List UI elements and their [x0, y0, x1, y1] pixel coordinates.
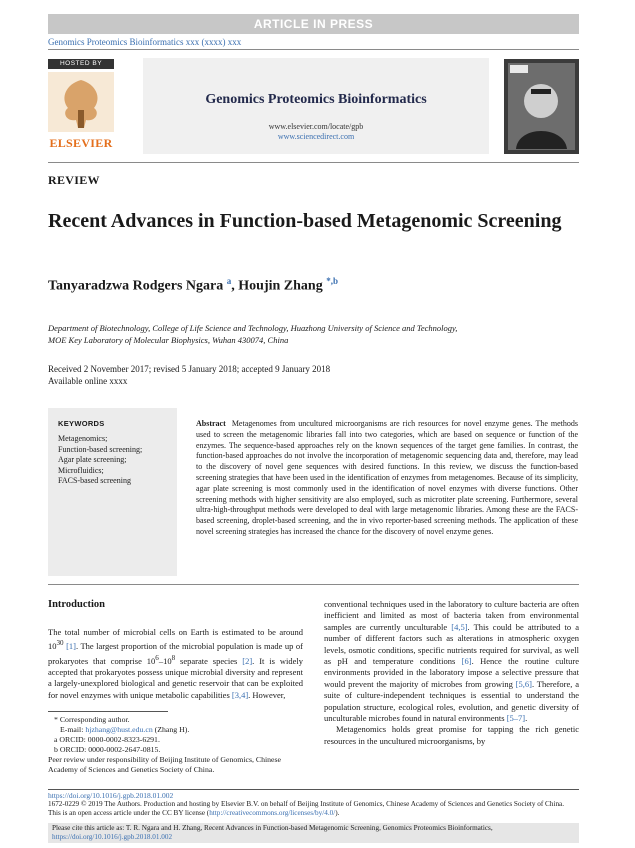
- abstract-label: Abstract: [196, 419, 226, 428]
- keyword: Microfluidics;: [58, 465, 104, 475]
- superscript: 8: [171, 653, 176, 662]
- sciencedirect-link[interactable]: www.sciencedirect.com: [277, 132, 355, 141]
- body-text: . The largest proportion of the microbial population is made up of prokaryotes that comprise 10: [48, 641, 303, 666]
- citation-doi-link[interactable]: https://doi.org/10.1016/j.gpb.2018.01.002: [52, 833, 173, 841]
- affiliation-line: MOE Key Laboratory of Molecular Biophysics, Wuhan 430074, China: [48, 335, 289, 345]
- body-text: . Therefore, a suite of culture-independent techniques is essential to understand the population structure, ecological roles, evolution, and genetic diversity of unculturable microbes found in natural environments: [324, 678, 580, 724]
- body-column-right: [324, 599, 579, 747]
- copyright-text: 1672-0229 © 2019 The Authors. Production and hosting by Elsevier B.V. on behalf of Beijing Institute of Genomics, Chinese Academy of Sciences and Genetics Society of China.: [48, 800, 565, 808]
- affiliation-marker[interactable]: *,b: [326, 276, 338, 286]
- author-separator: ,: [231, 278, 239, 294]
- email-suffix: (Zhang H).: [152, 725, 190, 734]
- corresponding-author-note: * Corresponding author.: [54, 715, 130, 724]
- reference-link[interactable]: [5,6]: [515, 678, 532, 689]
- section-heading-introduction: Introduction: [48, 599, 105, 610]
- doi-link[interactable]: https://doi.org/10.1016/j.gpb.2018.01.002: [48, 791, 174, 800]
- email-note: [48, 725, 303, 735]
- keyword: Agar plate screening;: [58, 455, 127, 464]
- orcid-note: a ORCID: 0000-0002-8323-6291.: [54, 735, 160, 744]
- keywords-heading: KEYWORDS: [58, 419, 105, 428]
- journal-cover-image: [504, 59, 579, 154]
- affiliations: [48, 322, 588, 346]
- keywords-list: [58, 434, 142, 487]
- article-dates: [48, 363, 330, 387]
- reference-link[interactable]: [3,4]: [231, 689, 249, 700]
- header-divider: [48, 49, 579, 50]
- article-title: Recent Advances in Function-based Metagenomic Screening: [48, 210, 562, 232]
- body-text: separate species: [175, 655, 243, 666]
- body-paragraph: Metagenomics holds great promise for tapping the rich genetic resources in the uncultured microorganisms, by: [324, 724, 579, 746]
- keyword: Function-based screening;: [58, 444, 143, 454]
- journal-citation-header[interactable]: Genomics Proteomics Bioinformatics xxx (xxxx) xxx: [48, 37, 242, 47]
- reference-link[interactable]: [4,5]: [451, 621, 468, 632]
- peer-review-note: Peer review under responsibility of Beijing Institute of Genomics, Chinese Academy of Sciences and Genetics Society of China.: [48, 755, 281, 774]
- reference-link[interactable]: [5–7]: [506, 713, 526, 724]
- affiliation-marker[interactable]: a: [226, 276, 232, 286]
- footer-divider: [48, 789, 579, 790]
- article-type: REVIEW: [48, 173, 100, 187]
- superscript: 30: [56, 639, 64, 648]
- citation-text: [52, 824, 576, 842]
- body-text: . However,: [248, 689, 286, 700]
- journal-url[interactable]: www.elsevier.com/locate/gpb: [268, 122, 364, 131]
- license-text: This is an open access article under the CC BY license (: [48, 809, 210, 818]
- elsevier-wordmark: ELSEVIER: [49, 136, 113, 150]
- author-name: Houjin Zhang: [238, 278, 323, 294]
- body-text: The total number of microbial cells on Earth is estimated to be around 10: [48, 627, 303, 652]
- footnote-divider: [48, 711, 168, 712]
- footnotes: [48, 715, 303, 775]
- license-text: ).: [335, 809, 340, 818]
- body-text: . Hence the routine culture environments provided in the laboratory impose a selective pressure that would prevent the majority of microbes from growing: [324, 656, 579, 689]
- body-column-left: [48, 627, 303, 701]
- body-text: –10: [158, 655, 172, 666]
- masthead-divider: [48, 162, 579, 163]
- abstract: [196, 419, 578, 538]
- keyword: FACS-based screening: [58, 476, 131, 485]
- orcid-note: b ORCID: 0000-0002-2647-0815.: [54, 745, 161, 754]
- reference-link[interactable]: [2]: [242, 655, 253, 666]
- email-label: E-mail:: [60, 725, 86, 734]
- abstract-divider: [48, 584, 579, 585]
- email-link[interactable]: hjzhang@hust.edu.cn: [85, 725, 153, 734]
- history-dates: Received 2 November 2017; revised 5 January 2018; accepted 9 January 2018: [48, 364, 331, 374]
- reference-link[interactable]: [6]: [461, 656, 472, 667]
- journal-name: Genomics Proteomics Bioinformatics: [205, 92, 427, 107]
- author-name: Tanyaradzwa Rodgers Ngara: [48, 278, 224, 294]
- elsevier-tree-logo: [48, 72, 114, 132]
- body-text: conventional techniques used in the laboratory to culture bacteria are often inefficient and limited as most of bacteria taken from environmental samples are currently unculturable: [324, 599, 579, 632]
- reference-link[interactable]: [1]: [66, 641, 76, 652]
- author-list: [48, 276, 338, 295]
- body-text: . This could be attributed to a number of different factors such as alterations in atmospheric oxygen levels, osmotic conditions, specific nutrients required for survival, as well as pH and temperature conditions: [324, 621, 579, 667]
- online-date: Available online xxxx: [48, 376, 128, 386]
- citation-body: Please cite this article as: T. R. Ngara and H. Zhang, Recent Advances in Function-based Metagenomic Screening, Genomics Proteomics Bioinformatics,: [52, 824, 493, 832]
- keyword: Metagenomics;: [58, 434, 108, 443]
- affiliation-line: Department of Biotechnology, College of Life Science and Technology, Huazhong University of Science and Technology,: [48, 323, 458, 333]
- license-link[interactable]: http://creativecommons.org/licenses/by/4.0/: [209, 809, 336, 818]
- article-in-press-banner: ARTICLE IN PRESS: [48, 14, 579, 34]
- superscript: 6: [155, 653, 159, 662]
- abstract-text: Metagenomes from uncultured microorganisms are rich resources for novel enzyme genes. The methods used to screen the metagenomic libraries fall into two categories, which are based on sequence or function of the enzymes. The sequence-based approaches rely on the known sequences of the target gene families. In contrast, the function-based approaches do not involve the incorporation of metagenomic sequencing data and, therefore, may lead to the discovery of novel gene sequences with desired functions. In this review, we discuss the function-based screening strategies that have been used in the identification of enzymes from metagenomes. Because of its simplicity, agar plate screening is most commonly used in the identification of novel enzymes with diverse functions. Other screening methods with higher sensitivity are also employed, such as microtiter plate screening. Furthermore, several ultra-high-throughput methods were developed to deal with large metagenomic libraries. Among these are the FACS-based screening, droplet-based screening, and the in vivo reporter-based screening methods. The application of these novel screening strategies has increased the chance for the discovery of novel enzyme genes.: [196, 419, 579, 536]
- body-text: . It is widely accepted that prokaryotes possess unique microbial diversity and represent a largely-unexplored biological and genetic reservoir that can be exploited for novel enzymes with unique metabolic capabilities: [48, 655, 304, 700]
- body-text: .: [525, 713, 528, 724]
- copyright-notice: [48, 800, 579, 818]
- hosted-by-label: HOSTED BY: [48, 59, 114, 69]
